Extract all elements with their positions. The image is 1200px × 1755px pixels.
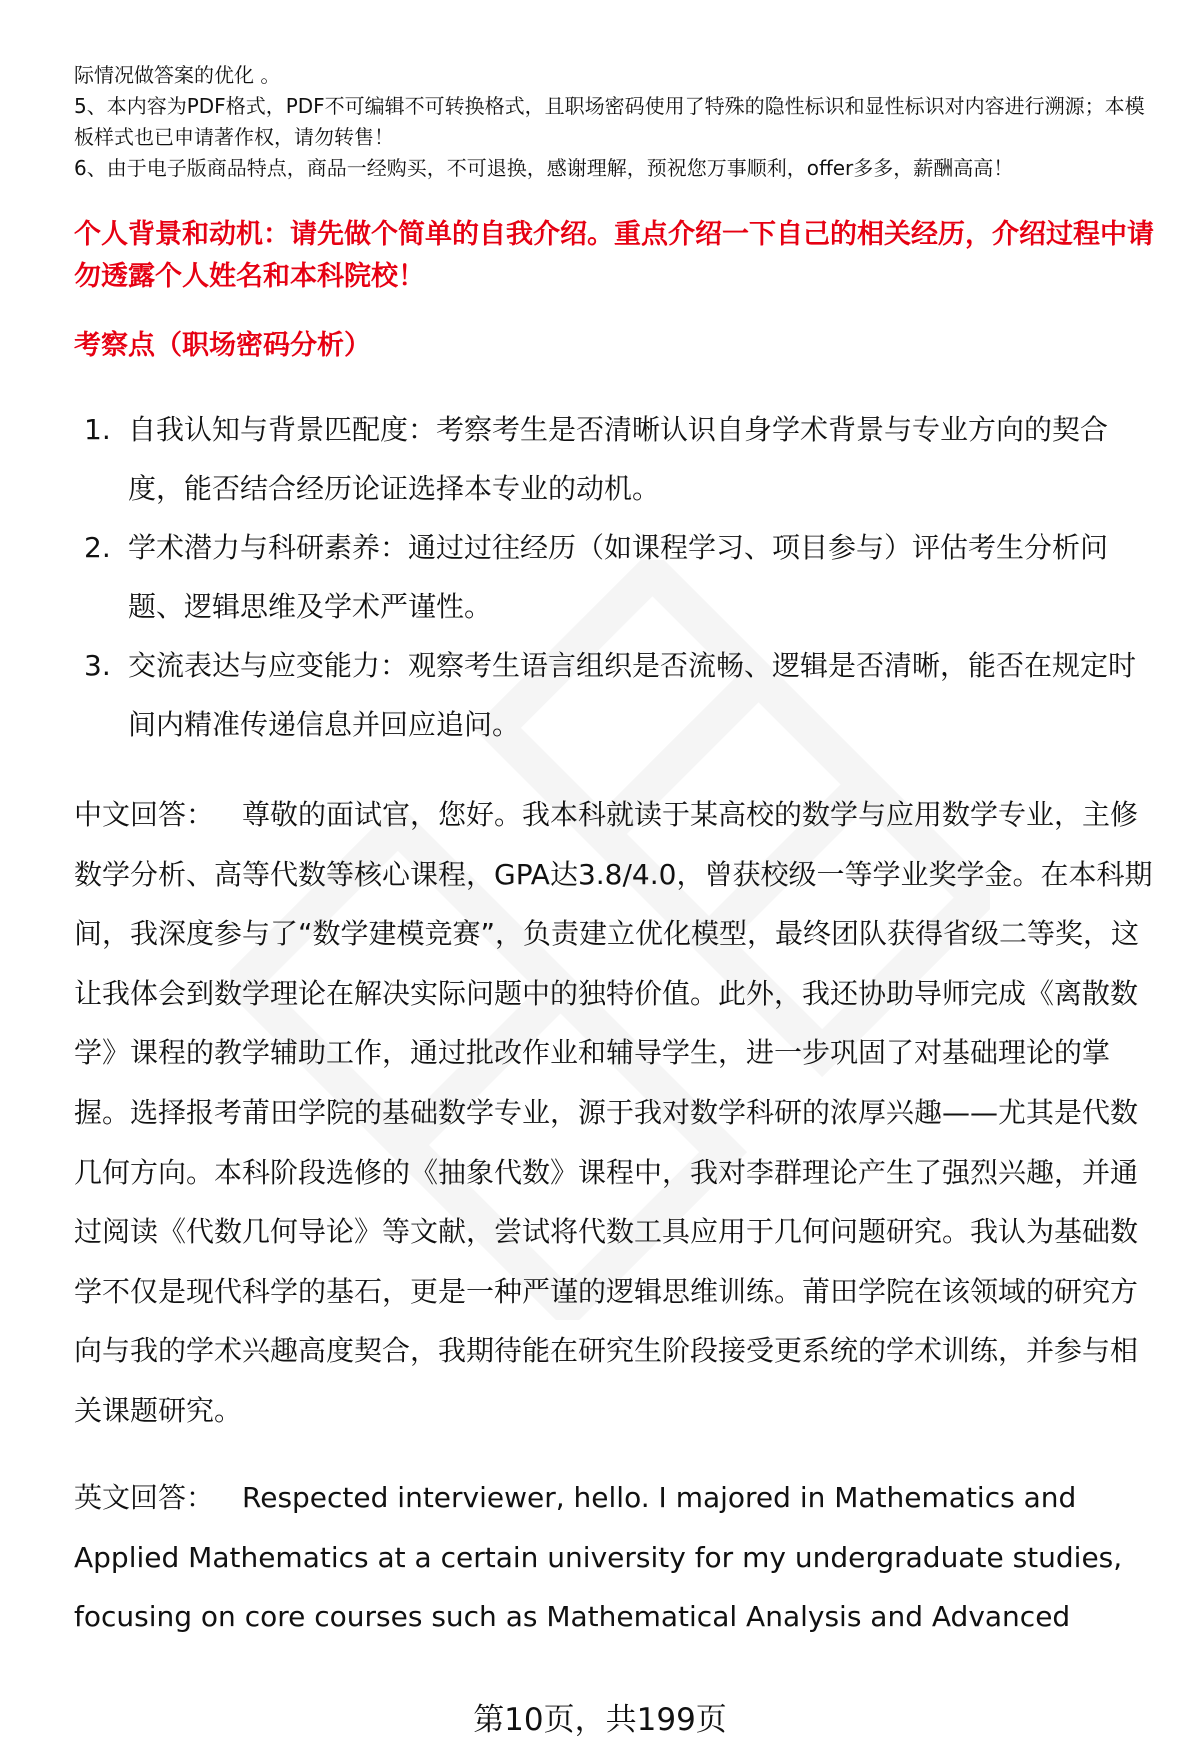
question-heading: 个人背景和动机：请先做个简单的自我介绍。重点介绍一下自己的相关经历，介绍过程中请勿透露个人姓名和本科院校！	[74, 219, 1154, 292]
list-item	[84, 400, 1154, 518]
list-number: 2.	[84, 531, 111, 564]
list-item	[84, 636, 1154, 754]
list-text: 自我认知与背景匹配度：考察考生是否清晰认识自身学术背景与专业方向的契合度，能否结合经历论证选择本专业的动机。	[128, 413, 1109, 505]
list-number: 1.	[84, 413, 111, 446]
notes-block	[74, 60, 1154, 184]
note-line: 6、由于电子版商品特点，商品一经购买，不可退换，感谢理解，预祝您万事顺利，offer多多，薪酬高高！	[74, 156, 1014, 180]
english-answer	[74, 1468, 1154, 1647]
points-heading: 考察点（职场密码分析）	[74, 330, 371, 361]
list-number: 3.	[84, 649, 111, 682]
list-text: 学术潜力与科研素养：通过过往经历（如课程学习、项目参与）评估考生分析问题、逻辑思维及学术严谨性。	[128, 531, 1109, 623]
chinese-answer-label: 中文回答：	[74, 798, 215, 831]
list-text: 交流表达与应变能力：观察考生语言组织是否流畅、逻辑是否清晰，能否在规定时间内精准传递信息并回应追问。	[128, 649, 1137, 741]
english-answer-text: Respected interviewer, hello. I majored in Mathematics and Applied Mathematics at a certain university for my undergraduate studies, focusing on core courses such as Mathematical Analysis and Advanced	[74, 1481, 1123, 1634]
list-item	[84, 518, 1154, 636]
chinese-answer-text: 尊敬的面试官，您好。我本科就读于某高校的数学与应用数学专业，主修数学分析、高等代数等核心课程，GPA达3.8/4.0，曾获校级一等学业奖学金。在本科期间，我深度参与了“数学建模竞赛”，负责建立优化模型，最终团队获得省级二等奖，这让我体会到数学理论在解决实际问题中的独特价值。此外，我还协助导师完成《离散数学》课程的教学辅助工作，通过批改作业和辅导学生，进一步巩固了对基础理论的掌握。选择报考莆田学院的基础数学专业，源于我对数学科研的浓厚兴趣——尤其是代数几何方向。本科阶段选修的《抽象代数》课程中，我对李群理论产生了强烈兴趣，并通过阅读《代数几何导论》等文献，尝试将代数工具应用于几何问题研究。我认为基础数学不仅是现代科学的基石，更是一种严谨的逻辑思维训练。莆田学院在该领域的研究方向与我的学术兴趣高度契合，我期待能在研究生阶段接受更系统的学术训练，并参与相关课题研究。	[74, 798, 1153, 1427]
english-answer-label: 英文回答：	[74, 1481, 215, 1514]
assessment-points-list	[84, 400, 1154, 754]
note-line: 际情况做答案的优化 。	[74, 63, 281, 87]
note-line: 5、本内容为PDF格式，PDF不可编辑不可转换格式，且职场密码使用了特殊的隐性标识和显性标识对内容进行溯源；本模板样式也已申请著作权，请勿转售！	[74, 94, 1145, 149]
page-number: 第10页，共199页	[473, 1702, 727, 1738]
chinese-answer	[74, 785, 1154, 1441]
